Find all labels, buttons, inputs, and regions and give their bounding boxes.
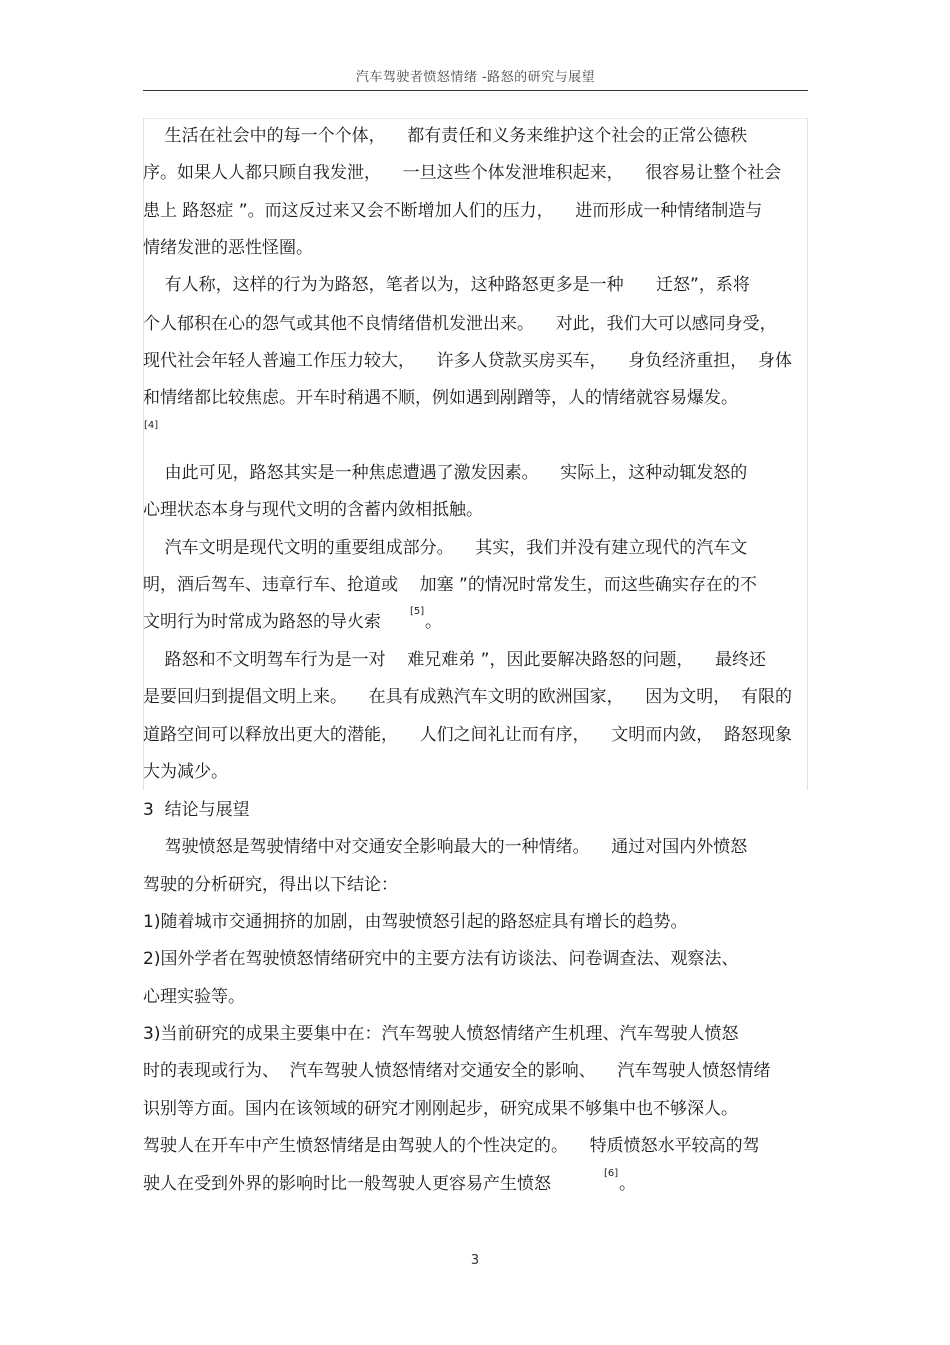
body-line: 驾驶愤怒是驾驶情绪中对交通安全影响最大的一种情绪。 通过对国内外愤怒 [143,837,748,857]
body-line: 生活在社会中的每一个个体， 都有责任和义务来维护这个社会的正常公德秩 [143,126,748,146]
list-item: 心理实验等。 [143,987,245,1007]
citation-ref: [4] [144,420,159,431]
body-line: 有人称，这样的行为为路怒，笔者以为，这种路怒更多是一种 迁怒”，系将 [143,275,750,295]
body-line: 文明行为时常成为路怒的导火索 [143,612,403,632]
body-line: 是要回归到提倡文明上来。 在具有成熟汽车文明的欧洲国家， 因为文明， 有限的 [143,687,793,707]
header-divider [143,90,808,91]
body-line: 心理状态本身与现代文明的含蓄内敛相抵触。 [143,500,483,520]
body-line: 由此可见，路怒其实是一种焦虑遭遇了激发因素。 实际上，这种动辄发怒的 [143,463,748,483]
body-line: 驾驶人在开车中产生愤怒情绪是由驾驶人的个性决定的。 特质愤怒水平较高的驾 [143,1136,760,1156]
body-line: 大为减少。 [143,762,228,782]
body-line: 序。如果人人都只顾自我发泄， 一旦这些个体发泄堆积起来， 很容易让整个社会 [143,163,782,183]
body-line: 和情绪都比较焦虑。开车时稍遇不顺，例如遇到剐蹭等，人的情绪就容易爆发。 [143,388,738,408]
body-line: 患上 路怒症 ”。而这反过来又会不断增加人们的压力， 进而形成一种情绪制造与 [143,201,763,221]
body-line: 汽车文明是现代文明的重要组成部分。 其实，我们并没有建立现代的汽车文 [143,538,748,558]
list-item: 识别等方面。国内在该领域的研究才刚刚起步，研究成果不够集中也不够深人。 [143,1099,738,1119]
body-line: 情绪发泄的恶性怪圈。 [143,238,313,258]
list-item: 3)当前研究的成果主要集中在：汽车驾驶人愤怒情绪产生机理、汽车驾驶人愤怒 [143,1024,739,1044]
running-header: 汽车驾驶者愤怒情绪 -路怒的研究与展望 [355,70,596,85]
body-line: 路怒和不文明驾车行为是一对 难兄难弟 ”，因此要解决路怒的问题， 最终还 [143,650,767,670]
body-line: 道路空间可以释放出更大的潜能， 人们之间礼让而有序， 文明而内敛， 路怒现象 [143,725,793,745]
body-line: 个人郁积在心的怨气或其他不良情绪借机发泄出来。 对此，我们大可以感同身受， [143,314,777,334]
body-line: 现代社会年轻人普遍工作压力较大， 许多人贷款买房买车， 身负经济重担， 身体 [143,351,793,371]
citation-ref: [5] [410,606,425,617]
citation-ref: [6] [604,1168,619,1179]
body-line: 驾驶的分析研究，得出以下结论： [143,875,398,895]
list-item: 时的表现或行为、 汽车驾驶人愤怒情绪对交通安全的影响、 汽车驾驶人愤怒情绪 [143,1061,771,1081]
body-line: 驶人在受到外界的影响时比一般驾驶人更容易产生愤怒 [143,1174,573,1194]
sentence-end: 。 [619,1174,636,1194]
sentence-end: 。 [425,612,442,632]
page-number: 3 [470,1253,480,1268]
section-heading: 3 结论与展望 [143,800,250,820]
list-item: 1)随着城市交通拥挤的加剧，由驾驶愤怒引起的路怒症具有增长的趋势。 [143,912,688,932]
body-line: 明，酒后驾车、违章行车、抢道或 加塞 ”的情况时常发生，而这些确实存在的不 [143,575,757,595]
list-item: 2)国外学者在驾驶愤怒情绪研究中的主要方法有访谈法、问卷调查法、观察法、 [143,949,739,969]
